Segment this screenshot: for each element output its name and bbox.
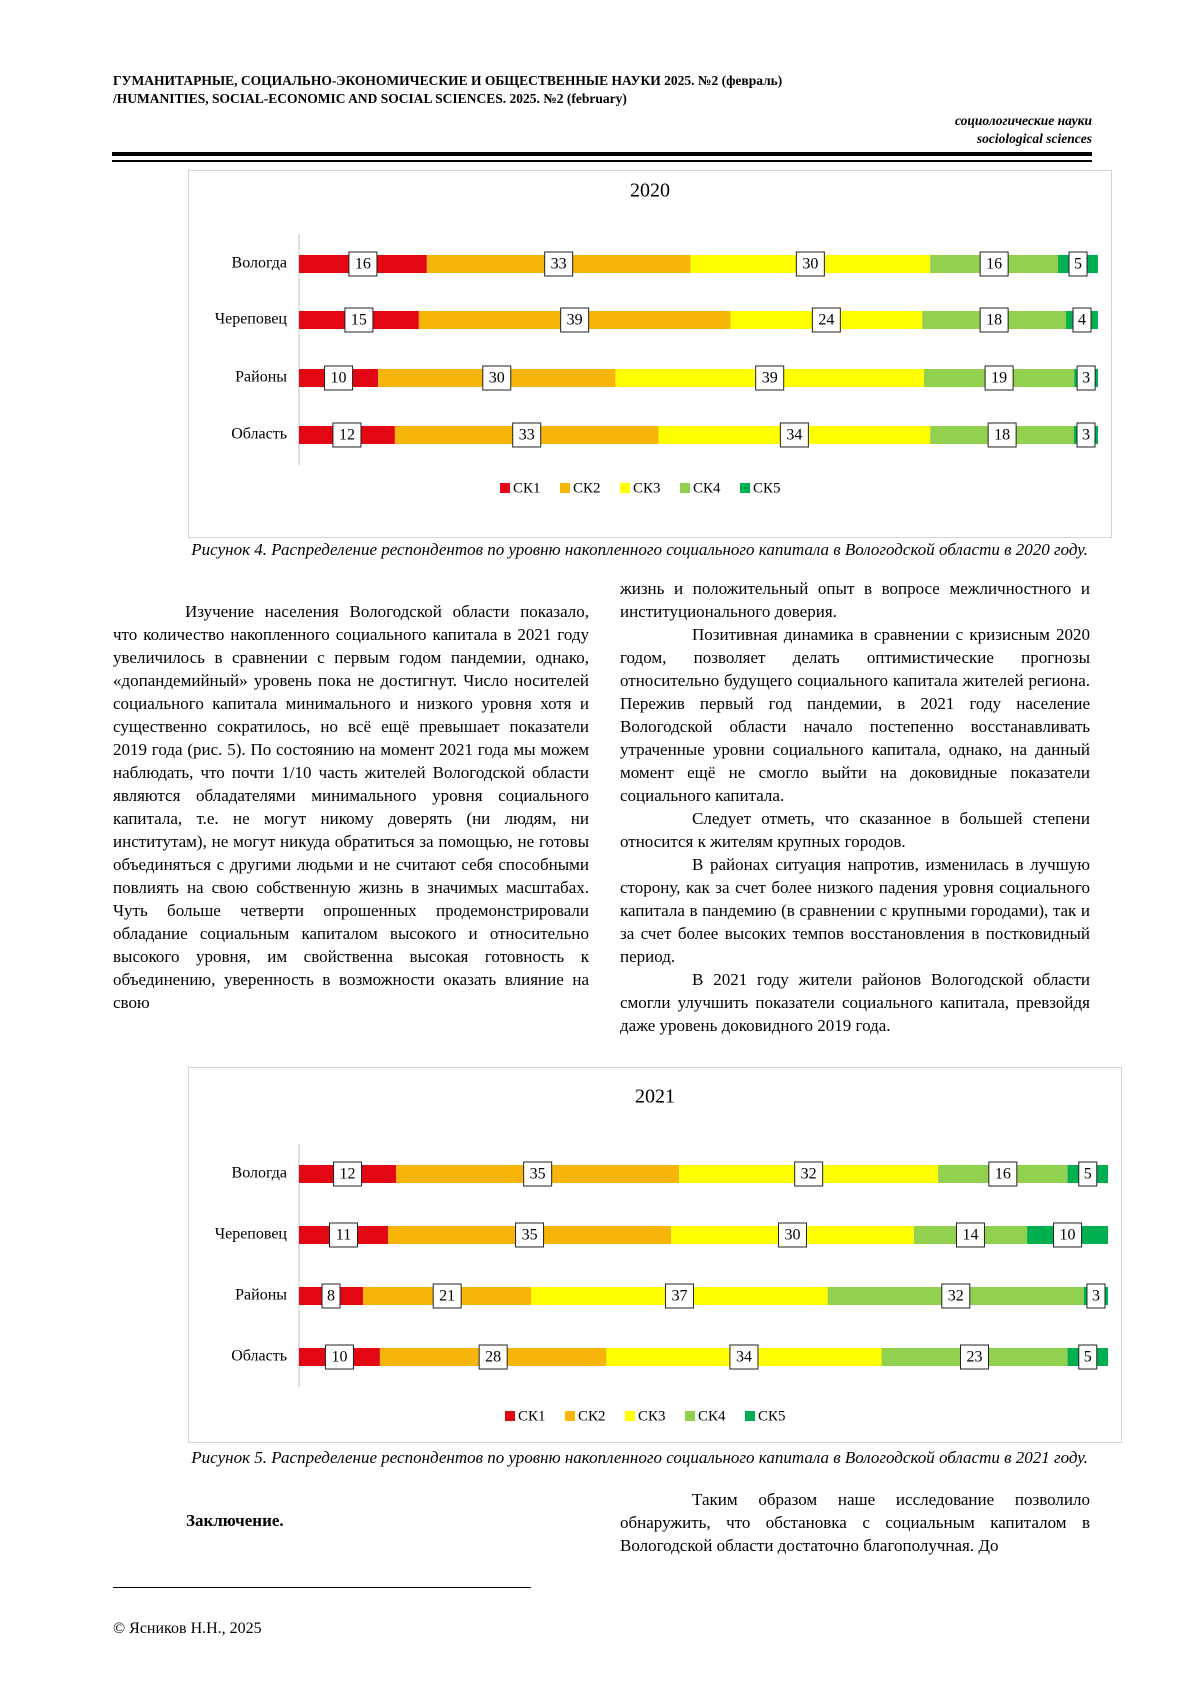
section-en: sociological sciences — [976, 131, 1092, 146]
data-label: 30 — [784, 1226, 801, 1244]
legend-label: СК2 — [578, 1408, 606, 1425]
section-label — [955, 112, 1092, 148]
legend-label: СК1 — [518, 1408, 546, 1425]
right-column — [620, 577, 1090, 1037]
legend-label: СК1 — [513, 480, 541, 497]
data-label: 35 — [529, 1165, 546, 1183]
section-ru: социологические науки — [954, 113, 1092, 128]
data-label: 16 — [986, 255, 1003, 273]
category-label: Вологда — [231, 254, 287, 272]
data-label: 12 — [338, 426, 355, 444]
data-label: 5 — [1083, 1348, 1092, 1366]
legend-swatch — [620, 483, 630, 493]
data-label: 14 — [962, 1226, 979, 1244]
paragraph: Позитивная динамика в сравнении с кризисным 2020 годом, позволяет делать оптимистические прогнозы относительно будущего социального капитала жителей региона. Пережив первый год пандемии, в 2021 году население Вологодской области начало постепенно восстанавливать утраченные уровни социального капитала, однако, на данный момент ещё не смогло выйти на доковидные показатели социального капитала. — [620, 625, 1090, 805]
journal-title-ru: ГУМАНИТАРНЫЕ, СОЦИАЛЬНО-ЭКОНОМИЧЕСКИЕ И ОБЩЕСТВЕННЫЕ НАУКИ 2025. №2 (февраль) — [113, 73, 783, 88]
data-label: 39 — [761, 369, 778, 387]
legend-label: СК2 — [573, 480, 601, 497]
paragraph: Таким образом наше исследование позволило обнаружить, что обстановка с социальным капиталом в Вологодской области достаточно благополучная. До — [620, 1490, 1090, 1555]
data-label: 24 — [818, 311, 835, 329]
legend-label: СК4 — [698, 1408, 726, 1425]
data-label: 33 — [550, 255, 567, 273]
data-label: 8 — [327, 1287, 336, 1305]
data-label: 19 — [991, 369, 1008, 387]
data-label: 34 — [735, 1348, 752, 1366]
header-rule-thick — [112, 152, 1092, 156]
legend-swatch — [680, 483, 690, 493]
legend-swatch — [685, 1411, 695, 1421]
copyright: © Ясников Н.Н., 2025 — [113, 1620, 262, 1637]
figure-4-caption: Рисунок 4. Распределение респондентов по уровню накопленного социального капитала в Вологодской области в 2020 году. — [191, 540, 1088, 559]
data-label: 34 — [786, 426, 803, 444]
data-label: 23 — [966, 1348, 983, 1366]
data-label: 4 — [1078, 311, 1087, 329]
data-label: 35 — [521, 1226, 538, 1244]
data-label: 3 — [1082, 426, 1091, 444]
data-label: 10 — [330, 369, 347, 387]
data-label: 32 — [947, 1287, 964, 1305]
paragraph: В районах ситуация напротив, изменилась в лучшую сторону, как за счет более низкого падения уровня социального капитала в пандемию (в сравнении с крупными городами), так и за счет более высоких темпов восстановления в постковидный период. — [620, 855, 1090, 966]
data-label: 21 — [439, 1287, 456, 1305]
data-label: 16 — [354, 255, 371, 273]
data-label: 12 — [339, 1165, 356, 1183]
data-label: 10 — [331, 1348, 348, 1366]
paragraph: жизнь и положительный опыт в вопросе межличностного и институционального доверия. — [620, 579, 1090, 621]
chart-title: 2021 — [635, 1085, 675, 1108]
journal-header — [113, 72, 782, 108]
data-label: 32 — [800, 1165, 817, 1183]
chart-svg — [189, 171, 1111, 537]
chart-2021 — [188, 1067, 1122, 1443]
category-label: Череповец — [214, 310, 287, 328]
data-label: 30 — [802, 255, 819, 273]
paragraph: Изучение населения Вологодской области показало, что количество накопленного социального капитала в 2021 году увеличилось в сравнении с первым годом пандемии, однако, «допандемийный» уровень пока не достигнут. Число носителей социального капитала минимального и низкого уровня хотя и существенно сократилось, но всё ещё превышает показатели 2019 года (рис. 5). По состоянию на момент 2021 года мы можем наблюдать, что почти 1/10 часть жителей Вологодской области являются обладателями минимального уровня социального капитала, т.е. не могут никому доверять (ни людям, ни институтам), не могут никуда обратиться за помощью, не готовы объединяться с другими людьми и не считают себя способными повлиять на свою собственную жизнь в значимых масштабах. Чуть больше четверти опрошенных продемонстрировали обладание социальным капиталом высокого и относительно высокого уровня, им свойственна высокая готовность к объединению, уверенность в возможности оказать влияние на свою — [113, 602, 589, 1012]
data-label: 15 — [350, 311, 367, 329]
category-label: Область — [231, 425, 287, 443]
header-rule-thin — [112, 160, 1092, 162]
data-label: 28 — [485, 1348, 502, 1366]
category-label: Область — [231, 1347, 287, 1365]
data-label: 18 — [986, 311, 1003, 329]
legend-swatch — [560, 483, 570, 493]
right-column-conclusion — [620, 1488, 1090, 1557]
figure-5-caption: Рисунок 5. Распределение респондентов по уровню накопленного социального капитала в Вологодской области в 2021 году. — [191, 1448, 1088, 1467]
data-label: 16 — [994, 1165, 1011, 1183]
data-label: 5 — [1083, 1165, 1092, 1183]
data-label: 30 — [488, 369, 505, 387]
data-label: 18 — [994, 426, 1011, 444]
data-label: 5 — [1074, 255, 1083, 273]
footnote-rule — [113, 1587, 531, 1588]
journal-title-en: /HUMANITIES, SOCIAL-ECONOMIC AND SOCIAL SCIENCES. 2025. №2 (february) — [113, 91, 627, 106]
legend-swatch — [505, 1411, 515, 1421]
data-label: 11 — [335, 1226, 352, 1244]
category-label: Вологда — [231, 1164, 287, 1182]
legend-label: СК5 — [758, 1408, 786, 1425]
legend-swatch — [740, 483, 750, 493]
data-label: 33 — [518, 426, 535, 444]
legend-swatch — [500, 483, 510, 493]
legend-label: СК3 — [638, 1408, 666, 1425]
data-label: 10 — [1059, 1226, 1076, 1244]
legend-swatch — [625, 1411, 635, 1421]
left-column — [113, 600, 589, 1014]
chart-svg — [189, 1068, 1121, 1442]
legend-label: СК4 — [693, 480, 721, 497]
data-label: 3 — [1091, 1287, 1100, 1305]
category-label: Череповец — [214, 1225, 287, 1243]
paragraph: Следует отметь, что сказанное в большей степени относится к жителям крупных городов. — [620, 809, 1090, 851]
legend-label: СК5 — [753, 480, 781, 497]
legend-swatch — [565, 1411, 575, 1421]
paragraph: В 2021 году жители районов Вологодской области смогли улучшить показатели социального капитала, превзойдя даже уровень доковидного 2019 года. — [620, 970, 1090, 1035]
conclusion-heading: Заключение. — [186, 1511, 284, 1530]
data-label: 37 — [671, 1287, 688, 1305]
chart-title: 2020 — [630, 179, 670, 202]
chart-2020 — [188, 170, 1112, 538]
category-label: Районы — [235, 1286, 287, 1304]
data-label: 3 — [1082, 369, 1091, 387]
category-label: Районы — [235, 368, 287, 386]
legend-label: СК3 — [633, 480, 661, 497]
data-label: 39 — [566, 311, 583, 329]
legend-swatch — [745, 1411, 755, 1421]
